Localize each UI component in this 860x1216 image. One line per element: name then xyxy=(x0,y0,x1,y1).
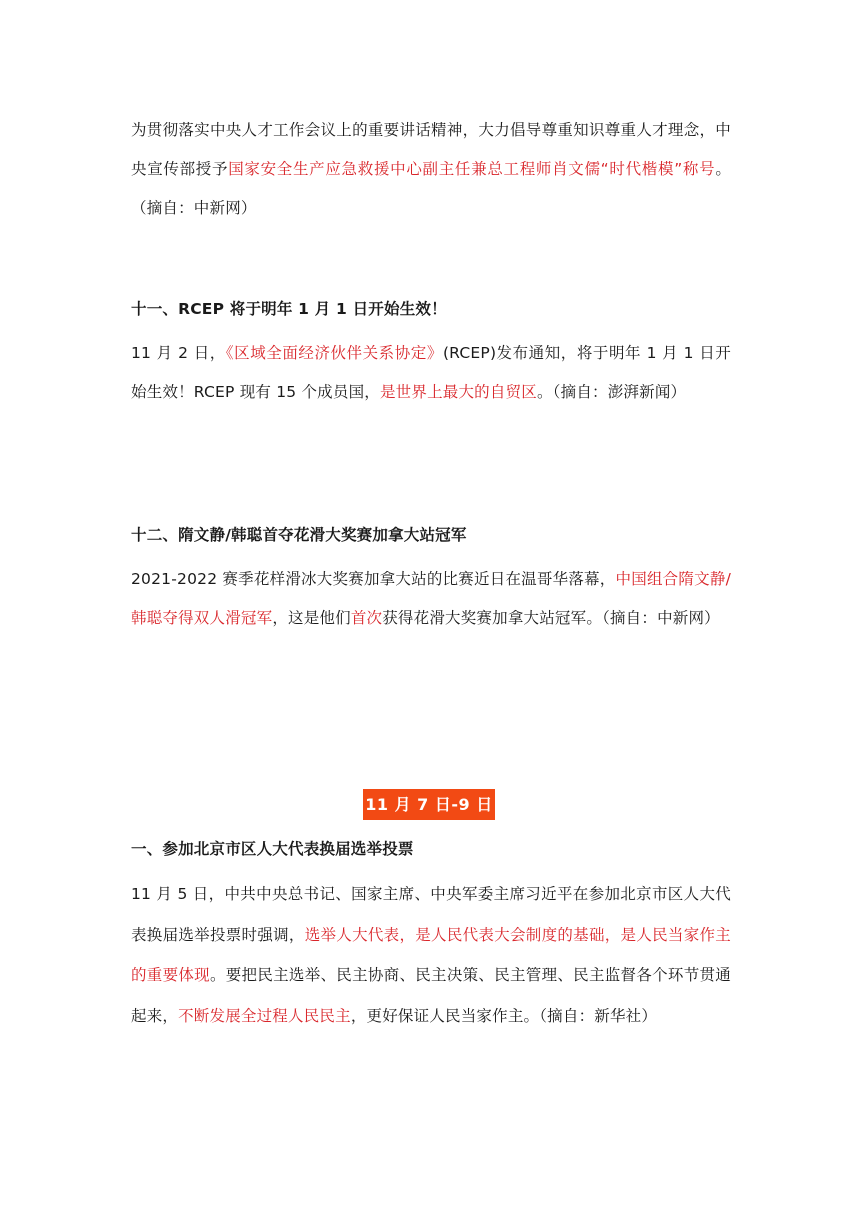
section-11-text-c: 。（摘自：澎湃新闻） xyxy=(536,383,687,401)
section-11-text-a: 11 月 2 日， xyxy=(131,344,226,362)
section-12-highlight-1: 中国组合隋文静/韩聪夺得双人滑冠军 xyxy=(131,570,731,627)
section-b1-text-b: 。要把民主选举、民主协商、民主决策、民主管理、民主监督各个环节贯通起来， xyxy=(131,966,731,1025)
section-b1-paragraph xyxy=(131,874,731,1036)
intro-highlight: 国家安全生产应急救援中心副主任兼总工程师肖文儒“时代楷模”称号 xyxy=(228,160,716,178)
section-12-heading: 十二、隋文静/韩聪首夺花滑大奖赛加拿大站冠军 xyxy=(131,526,467,544)
section-b1-text-a: 11 月 5 日，中共中央总书记、国家主席、中央军委主席习近平在参加北京市区人大代表换届选举投票时强调， xyxy=(131,885,731,944)
section-b1-text-c: ，更好保证人民当家作主。（摘自：新华社） xyxy=(350,1006,658,1025)
section-11-paragraph xyxy=(131,334,731,412)
intro-text-b: 。（摘自：中新网） xyxy=(131,160,732,217)
section-12-body xyxy=(131,560,731,638)
section-12-text-b: ，这是他们 xyxy=(272,609,351,627)
section-b1 xyxy=(131,838,731,860)
section-11-highlight-1: 《区域全面经济伙伴关系协定》 xyxy=(225,344,443,362)
section-12-paragraph xyxy=(131,560,731,638)
section-11 xyxy=(131,298,731,320)
section-b1-heading: 一、参加北京市区人大代表换届选举投票 xyxy=(131,840,414,858)
section-12 xyxy=(131,524,731,546)
intro-paragraph xyxy=(131,111,731,228)
section-11-text-b: (RCEP)发布通知，将于明年 1 月 1 日开始生效！RCEP 现有 15 个成员国， xyxy=(131,344,731,401)
section-12-text-a: 2021-2022 赛季花样滑冰大奖赛加拿大站的比赛近日在温哥华落幕， xyxy=(131,570,616,588)
section-11-highlight-2: 是世界上最大的自贸区 xyxy=(379,383,537,401)
section-11-body xyxy=(131,334,731,412)
section-12-text-c: 获得花滑大奖赛加拿大站冠军。（摘自：中新网） xyxy=(382,609,720,627)
section-b1-body xyxy=(131,874,731,1036)
intro-text-a: 为贯彻落实中央人才工作会议上的重要讲话精神，大力倡导尊重知识尊重人才理念，中央宣传部授予 xyxy=(131,121,731,178)
section-11-heading: 十一、RCEP 将于明年 1 月 1 日开始生效！ xyxy=(131,300,447,318)
section-12-highlight-2: 首次 xyxy=(350,609,383,627)
date-badge: 11 月 7 日-9 日 xyxy=(363,789,495,820)
section-b1-highlight-2: 不断发展全过程人民民主 xyxy=(178,1006,351,1025)
section-b1-highlight-1: 选举人大代表，是人民代表大会制度的基础，是人民当家作主的重要体现 xyxy=(131,925,732,984)
intro-block xyxy=(131,111,731,228)
